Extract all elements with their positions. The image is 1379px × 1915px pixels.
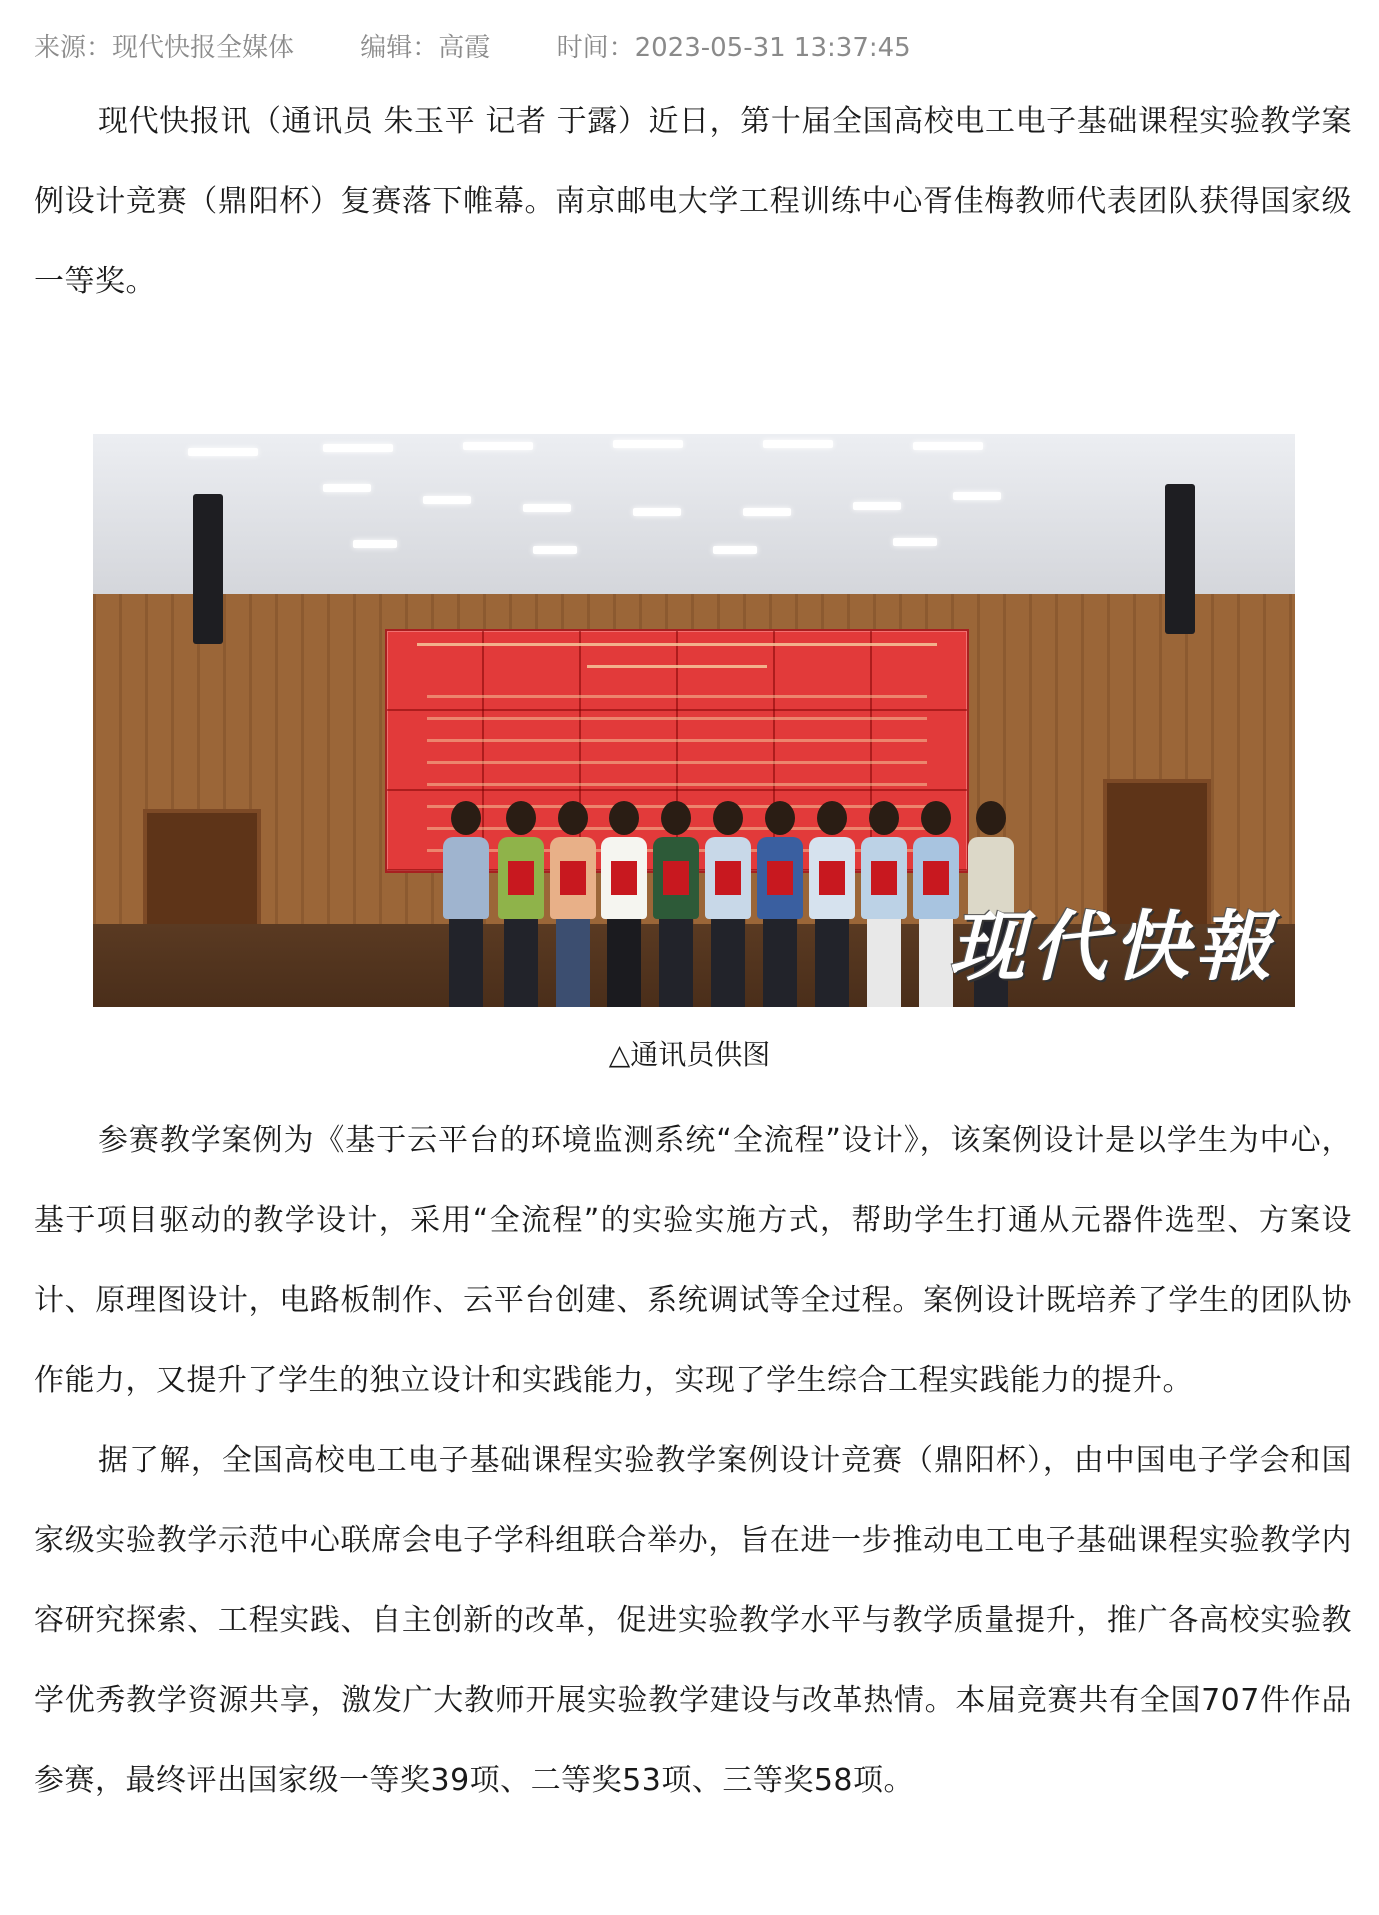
person xyxy=(653,801,699,1007)
newspaper-watermark: 现代快報 xyxy=(949,902,1277,991)
person xyxy=(705,801,751,1007)
ceiling-light xyxy=(423,496,471,504)
person xyxy=(861,801,907,1007)
ceiling-light xyxy=(323,484,371,492)
paragraph-intro: 现代快报讯（通讯员 朱玉平 记者 于露）近日，第十届全国高校电工电子基础课程实验教学案例设计竞赛（鼎阳杯）复赛落下帷幕。南京邮电大学工程训练中心胥佳梅教师代表团队获得国家级一等奖。 xyxy=(34,104,1352,299)
ceiling-light xyxy=(523,504,571,512)
editor-label: 编辑：高霞 xyxy=(360,33,491,63)
ceiling-light xyxy=(853,502,901,510)
ceiling-light xyxy=(713,546,757,554)
ceiling-light xyxy=(763,440,833,448)
article-top xyxy=(34,24,1352,322)
ceiling-light xyxy=(893,538,937,546)
paragraph-case: 参赛教学案例为《基于云平台的环境监测系统“全流程”设计》，该案例设计是以学生为中心，基于项目驱动的教学设计，采用“全流程”的实验实施方式，帮助学生打通从元器件选型、方案设计、原理图设计，电路板制作、云平台创建、系统调试等全过程。案例设计既培养了学生的团队协作能力，又提升了学生的独立设计和实践能力，实现了学生综合工程实践能力的提升。 xyxy=(34,1123,1352,1398)
person xyxy=(550,801,596,1007)
ceiling-light xyxy=(743,508,791,516)
person xyxy=(757,801,803,1007)
ceiling-light xyxy=(613,440,683,448)
person xyxy=(498,801,544,1007)
ceiling-light xyxy=(188,448,258,456)
person xyxy=(809,801,855,1007)
photo-caption: △通讯员供图 xyxy=(608,1038,771,1071)
person xyxy=(443,801,489,1007)
ceiling-light xyxy=(323,444,393,452)
source-label: 来源：现代快报全媒体 xyxy=(34,33,295,63)
ceiling-light xyxy=(463,442,533,450)
article-meta xyxy=(34,24,1352,72)
ceiling-light xyxy=(533,546,577,554)
paragraph-background: 据了解，全国高校电工电子基础课程实验教学案例设计竞赛（鼎阳杯），由中国电子学会和国家级实验教学示范中心联席会电子学科组联合举办，旨在进一步推动电工电子基础课程实验教学内容研究探索、工程实践、自主创新的改革，促进实验教学水平与教学质量提升，推广各高校实验教学优秀教学资源共享，激发广大教师开展实验教学建设与改革热情。本届竞赛共有全国707件作品参赛，最终评出国家级一等奖39项、二等奖53项、三等奖58项。 xyxy=(34,1443,1352,1798)
time-label: 时间：2023-05-31 13:37:45 xyxy=(556,33,911,63)
speaker xyxy=(193,494,223,644)
article-body xyxy=(34,1101,1352,1821)
ceiling-light xyxy=(913,442,983,450)
photo-ceiling xyxy=(93,434,1295,594)
award-photo xyxy=(93,434,1295,1007)
ceiling-light xyxy=(953,492,1001,500)
speaker xyxy=(1165,484,1195,634)
ceiling-light xyxy=(633,508,681,516)
ceiling-light xyxy=(353,540,397,548)
person xyxy=(601,801,647,1007)
